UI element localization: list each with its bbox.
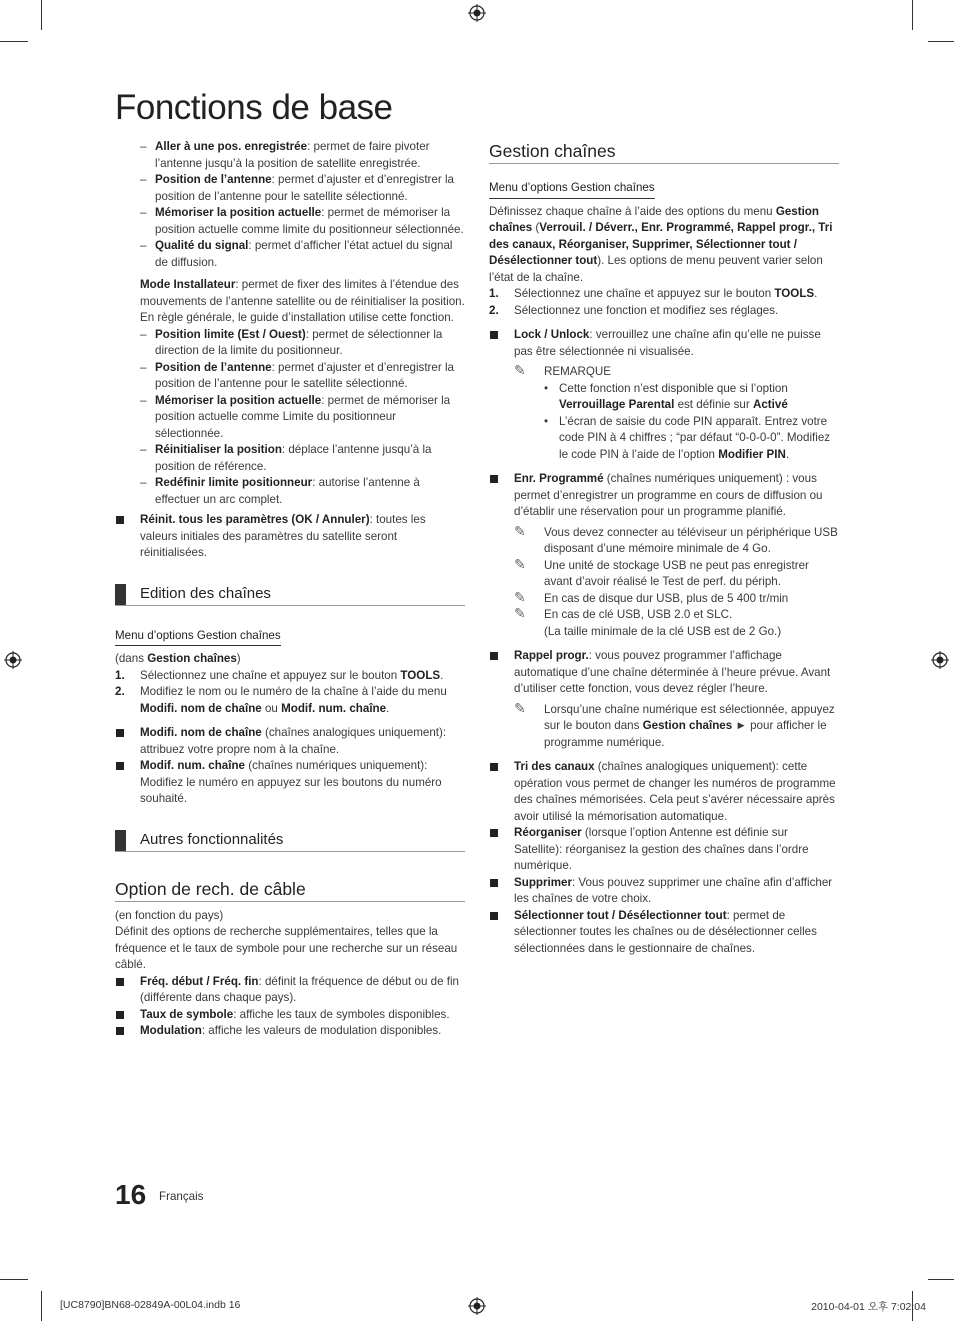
footer-datetime: 2010-04-01 오후 7:02:04 [811,1301,926,1313]
crop-mark [0,1279,28,1280]
section-edition-heading: Edition des chaînes [115,584,465,606]
crop-mark [928,41,954,42]
page-number: 16 [115,1179,147,1210]
section-bar [115,584,126,605]
list-item: – Mémoriser la position actuelle: permet de mémoriser la position actuelle comme limite du positionneur sélectionnée. [140,205,465,238]
list-item: Modulation: affiche les valeurs de modulation disponibles. [115,1023,465,1040]
note-pencil-icon: ✎ [514,363,526,379]
step-item: 1. Sélectionnez une chaîne et appuyez sur le bouton TOOLS. [489,287,818,300]
note-item: ✎ Vous devez connecter au téléviseur un périphérique USB disposant d’une mémoire minimale de 4 Go. [514,523,838,555]
list-item: – Redéfinir limite positionneur: autorise l’antenne à effectuer un arc complet. [140,475,465,508]
note-pencil-icon: ✎ [514,556,526,573]
list-item: – Qualité du signal: permet d’afficher l’état actuel du signal de diffusion. [140,238,465,271]
context-text: (en fonction du pays) [115,908,224,922]
step-item: 2. Sélectionnez une fonction et modifiez ses réglages. [489,303,779,317]
note-item: ✎ Une unité de stockage USB ne peut pas enregistrer avant d’avoir réalisé le Test de perf. du périph. [514,556,809,588]
crop-mark [0,41,28,42]
right-column [489,140,839,957]
crop-mark [912,0,913,30]
reset-item: Réinit. tous les paramètres (OK / Annuler): toutes les valeurs initiales des paramètres du satellite seront réinitialisées. [115,512,465,562]
section-cable-heading: Option de rech. de câble [115,878,465,902]
crop-mark [928,1279,954,1280]
note-item: ✎ En cas de clé USB, USB 2.0 et SLC. (La taille minimale de la clé USB est de 2 Go.) [514,606,782,638]
note-item: ✎ Lorsqu’une chaîne numérique est sélectionnée, appuyez sur le bouton dans Gestion chaînes ► pour afficher le programme numérique. [514,700,835,749]
list-item: Tri des canaux (chaînes analogiques uniquement): cette opération vous permet de changer les numéros de programme des chaînes mémorisées. Cela peut s’avérer nécessaire après avoir utilisé la mémorisation automatique. [489,759,839,825]
list-item: – Mémoriser la position actuelle: permet de mémoriser la position actuelle comme Limite du positionneur sélectionnée. [140,393,465,443]
section-gestion-heading: Gestion chaînes [489,140,839,164]
section-autres-heading: Autres fonctionnalités [115,830,465,852]
list-item: – Position de l’antenne: permet d’ajuster et d’enregistrer la position de l’antenne pour le satellite sélectionné. [140,172,465,205]
bullet-item: • L’écran de saisie du code PIN apparaît. Entrez votre code PIN à 4 chiffres ; “par défaut “0-0-0-0”. Modifiez le code PIN à l’aide de l’option Modifier PIN. [489,414,839,464]
submenu-label: Menu d’options Gestion chaînes [115,628,281,647]
installer-mode-text: Mode Installateur: permet de fixer des limites à l’étendue des mouvements de l’antenne satellite ou de réinitialiser la position. En règle générale, le guide d’installation utilise cette fonction. [140,278,465,324]
intro-text: Définissez chaque chaîne à l’aide des options du menu Gestion chaînes (Verrouil. / Déverr., Enr. Programmé, Rappel progr., Tri des canaux, Réorganiser, Supprimer, Sélectionner tout / Désélectionner tout). Les options de menu peuvent varier selon l’état de la chaîne. [489,204,833,284]
context-text: (dans Gestion chaînes) [115,652,241,665]
list-item: Lock / Unlock: verrouillez une chaîne afin qu’elle ne puisse pas être sélectionnée ni visualisée. [489,327,839,360]
submenu-label: Menu d’options Gestion chaînes [489,180,655,199]
registration-mark-icon [468,4,486,22]
left-column [115,139,465,1040]
footer-file-info: [UC8790]BN68-02849A-00L04.indb 16 [60,1299,241,1311]
note-pencil-icon: ✎ [514,523,526,540]
section-bar [115,830,126,851]
list-item: Taux de symbole: affiche les taux de symboles disponibles. [115,1007,465,1024]
page-title: Fonctions de base [115,88,393,127]
list-item: Rappel progr.: vous pouvez programmer l’affichage automatique d’une chaîne déterminée à l’heure prévue. Avant d’utiliser cette fonction, vous devez régler l’heure. [489,648,839,698]
crop-mark [41,1291,42,1321]
list-item: Réorganiser (lorsque l’option Antenne est définie sur Satellite): réorganisez la gestion des chaînes dans l’ordre numérique. [489,825,839,875]
satellite-position-list [115,139,465,508]
list-item: Sélectionner tout / Désélectionner tout: permet de sélectionner toutes les chaînes ou de désélectionner celles sélectionnées dans le gestionnaire de chaînes. [489,908,839,958]
list-item: – Position limite (Est / Ouest): permet de sélectionner la direction de la limite du positionneur. [140,327,465,360]
note-pencil-icon: ✎ [514,606,526,622]
list-item: – Aller à une pos. enregistrée: permet de faire pivoter l’antenne jusqu’à la position de satellite enregistrée. [140,139,465,172]
list-item: – Réinitialiser la position: déplace l’antenne jusqu’à la position de référence. [140,442,465,475]
list-item: Supprimer: Vous pouvez supprimer une chaîne afin d’afficher les chaînes de votre choix. [489,875,839,908]
step-item: 2. Modifiez le nom ou le numéro de la chaîne à l’aide du menu Modifi. nom de chaîne ou Modif. num. chaîne. [115,685,447,715]
list-item: Enr. Programmé (chaînes numériques uniquement) : vous permet d’enregistrer un programme en cours de diffusion ou d’établir une réservation pour un programme planifié. [489,471,839,521]
note-pencil-icon: ✎ [514,589,526,606]
note-item: ✎ REMARQUE [514,363,611,379]
registration-mark-icon [931,651,949,669]
step-item: 1. Sélectionnez une chaîne et appuyez sur le bouton TOOLS. [115,668,444,682]
intro-text: Définit des options de recherche supplémentaires, telles que la fréquence et le taux de symbole pour une recherche sur un réseau câblé. [115,925,458,971]
page-language: Français [159,1190,204,1203]
list-item: Modifi. nom de chaîne (chaînes analogiques uniquement): attribuez votre propre nom à la chaîne. [115,725,465,758]
list-item: Modif. num. chaîne (chaînes numériques uniquement): Modifiez le numéro en appuyez sur les boutons du numéro souhaité. [115,758,465,808]
registration-mark-icon [468,1297,486,1315]
note-item: ✎ En cas de disque dur USB, plus de 5 400 tr/min [514,589,789,606]
crop-mark [41,0,42,30]
bullet-item: • Cette fonction n’est disponible que si l’option Verrouillage Parental est définie sur Activé [489,381,839,414]
registration-mark-icon [4,651,22,669]
note-pencil-icon: ✎ [514,700,526,717]
list-item: Fréq. début / Fréq. fin: définit la fréquence de début ou de fin (différente dans chaque pays). [115,974,465,1007]
list-item: – Position de l’antenne: permet d’ajuster et d’enregistrer la position de l’antenne pour le satellite sélectionné. [140,360,465,393]
